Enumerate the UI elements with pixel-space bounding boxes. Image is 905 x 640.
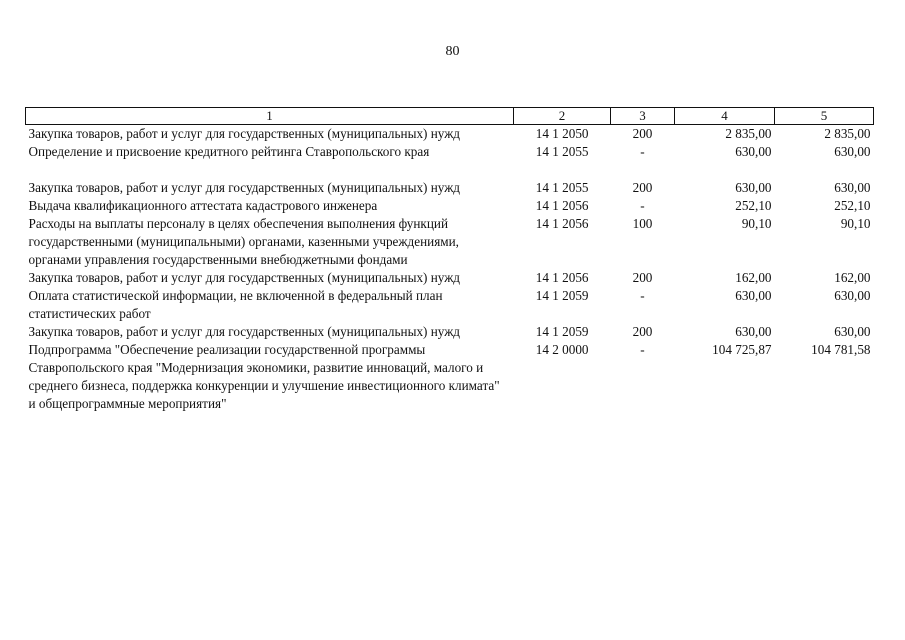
budget-table bbox=[25, 107, 874, 413]
amount-year-3: 90,10 bbox=[840, 216, 871, 231]
target-article-code: 14 2 0000 bbox=[535, 342, 589, 357]
table-row bbox=[26, 179, 874, 197]
expense-type-code: 200 bbox=[632, 126, 653, 141]
table-body bbox=[26, 125, 874, 414]
amount-year-2: 630,00 bbox=[735, 180, 772, 195]
header-cell-5: 5 bbox=[775, 108, 874, 125]
amount-year-2: 162,00 bbox=[735, 270, 772, 285]
amount-year-3: 162,00 bbox=[834, 270, 871, 285]
header-cell-3: 3 bbox=[611, 108, 675, 125]
expense-type-code: 100 bbox=[632, 216, 653, 231]
amount-year-2: 630,00 bbox=[735, 324, 772, 339]
expense-name: Оплата статистической информации, не включенной в федеральный план статистических работ bbox=[28, 288, 443, 321]
expense-name: Расходы на выплаты персоналу в целях обеспечения выполнения функций государственными (муниципальными) органами, казенными учреждениями, органами управления государственными внебюджетными фондами bbox=[28, 216, 459, 267]
amount-year-2: 104 725,87 bbox=[712, 342, 772, 357]
table-row bbox=[26, 269, 874, 287]
expense-type-code: 200 bbox=[632, 180, 653, 195]
header-cell-1: 1 bbox=[26, 108, 514, 125]
amount-year-2: 630,00 bbox=[735, 288, 772, 303]
header-row bbox=[26, 108, 874, 125]
amount-year-3: 252,10 bbox=[834, 198, 871, 213]
expense-name: Определение и присвоение кредитного рейтинга Ставропольского края bbox=[28, 144, 430, 159]
table-row bbox=[26, 197, 874, 215]
amount-year-3: 630,00 bbox=[834, 144, 871, 159]
expense-type-code: - bbox=[640, 288, 645, 303]
expense-type-code: - bbox=[640, 342, 645, 357]
expense-name: Закупка товаров, работ и услуг для государственных (муниципальных) нужд bbox=[28, 126, 461, 141]
expense-type-code: - bbox=[640, 144, 645, 159]
amount-year-3: 630,00 bbox=[834, 180, 871, 195]
expense-type-code: - bbox=[640, 198, 645, 213]
expense-name: Закупка товаров, работ и услуг для государственных (муниципальных) нужд bbox=[28, 180, 461, 195]
amount-year-2: 2 835,00 bbox=[725, 126, 772, 141]
budget-table-container bbox=[25, 107, 874, 413]
target-article-code: 14 1 2050 bbox=[535, 126, 589, 141]
target-article-code: 14 1 2056 bbox=[535, 198, 589, 213]
table-row bbox=[26, 323, 874, 341]
target-article-code: 14 1 2059 bbox=[535, 288, 589, 303]
header-cell-2: 2 bbox=[514, 108, 611, 125]
expense-name: Закупка товаров, работ и услуг для государственных (муниципальных) нужд bbox=[28, 270, 461, 285]
table-row bbox=[26, 215, 874, 269]
amount-year-3: 2 835,00 bbox=[824, 126, 871, 141]
target-article-code: 14 1 2059 bbox=[535, 324, 589, 339]
expense-name: Выдача квалификационного аттестата кадастрового инженера bbox=[28, 198, 378, 213]
table-row bbox=[26, 341, 874, 413]
target-article-code: 14 1 2056 bbox=[535, 216, 589, 231]
table-header bbox=[26, 108, 874, 125]
table-row bbox=[26, 143, 874, 179]
target-article-code: 14 1 2056 bbox=[535, 270, 589, 285]
amount-year-3: 630,00 bbox=[834, 288, 871, 303]
amount-year-2: 90,10 bbox=[741, 216, 772, 231]
amount-year-3: 630,00 bbox=[834, 324, 871, 339]
page-number: 80 bbox=[445, 44, 460, 59]
table-row bbox=[26, 287, 874, 323]
table-row bbox=[26, 125, 874, 144]
expense-type-code: 200 bbox=[632, 324, 653, 339]
expense-name: Подпрограмма "Обеспечение реализации государственной программы Ставропольского края "Модернизация экономики, развитие инноваций, малого и среднего бизнеса, поддержка конкуренции и улучшение инвестиционного климата" и общепрограммные мероприятия" bbox=[28, 342, 500, 411]
amount-year-2: 630,00 bbox=[735, 144, 772, 159]
expense-type-code: 200 bbox=[632, 270, 653, 285]
header-cell-4: 4 bbox=[675, 108, 775, 125]
expense-name: Закупка товаров, работ и услуг для государственных (муниципальных) нужд bbox=[28, 324, 461, 339]
target-article-code: 14 1 2055 bbox=[535, 144, 589, 159]
amount-year-2: 252,10 bbox=[735, 198, 772, 213]
target-article-code: 14 1 2055 bbox=[535, 180, 589, 195]
amount-year-3: 104 781,58 bbox=[811, 342, 871, 357]
